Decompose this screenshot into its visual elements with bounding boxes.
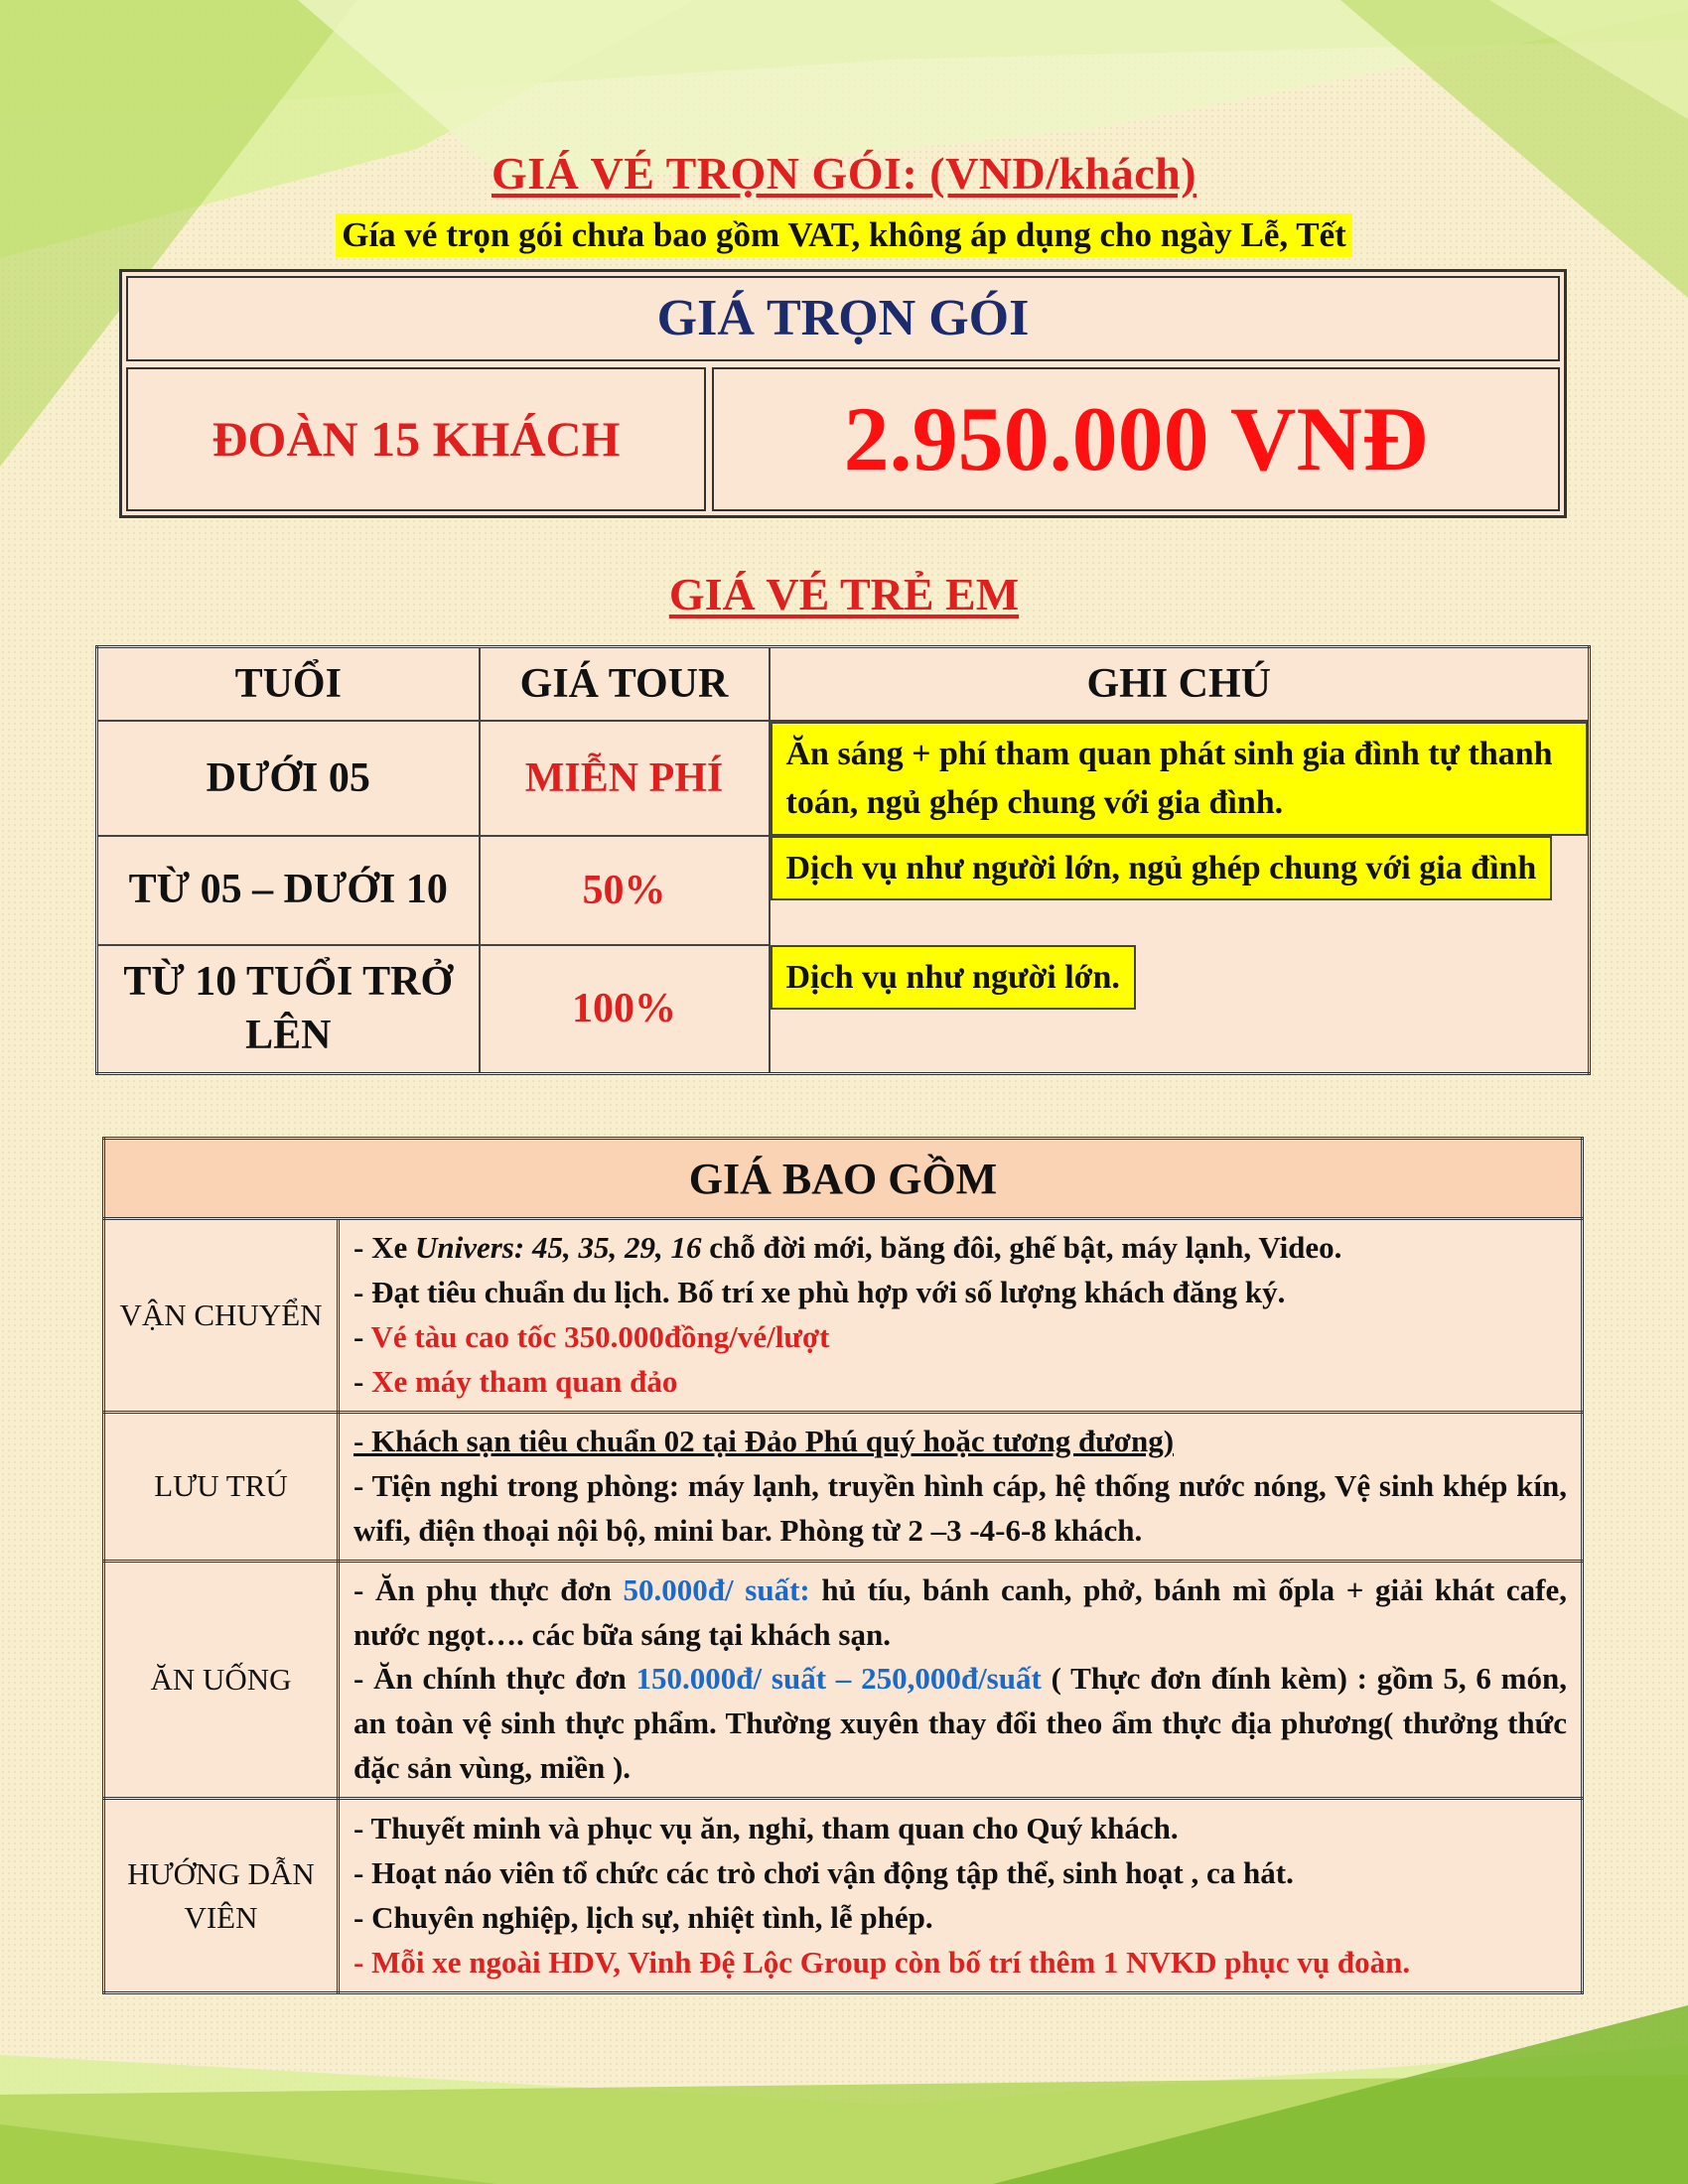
- transport-line-2: - Đạt tiêu chuẩn du lịch. Bố trí xe phù hợp với số lượng khách đăng ký.: [353, 1274, 1286, 1309]
- category-transport: VẬN CHUYỂN: [104, 1219, 339, 1413]
- table-row: [97, 836, 1590, 945]
- price-cell: MIỄN PHÍ: [480, 721, 770, 836]
- includes-header-row: [104, 1139, 1583, 1219]
- child-price-table: [95, 645, 1591, 1075]
- guide-line-4: - Mỗi xe ngoài HDV, Vinh Đệ Lộc Group còn bố trí thêm 1 NVKD phục vụ đoàn.: [353, 1944, 1411, 1979]
- stay-details: [339, 1412, 1583, 1561]
- package-group-size: ĐOÀN 15 KHÁCH: [126, 367, 706, 511]
- includes-row-transport: [104, 1219, 1583, 1413]
- includes-row-stay: [104, 1412, 1583, 1561]
- meals-line-2: - Ăn chính thực đơn 150.000đ/ suất – 250,000đ/suất ( Thực đơn đính kèm) : gồm 5, 6 món, an toàn vệ sinh thực phẩm. Thường xuyên thay đổi theo ẩm thực địa phương( thưởng thức đặc sản vùng, miền ).: [353, 1661, 1567, 1786]
- header-tour-price: GIÁ TOUR: [480, 647, 770, 722]
- header-notes: GHI CHÚ: [770, 647, 1590, 722]
- guide-line-2: - Hoạt náo viên tổ chức các trò chơi vận động tập thể, sinh hoạt , ca hát.: [353, 1854, 1294, 1890]
- transport-line-4: - Xe máy tham quan đảo: [353, 1363, 678, 1399]
- child-table-header-row: [97, 647, 1590, 722]
- package-price-box: [119, 269, 1567, 518]
- guide-line-3: - Chuyên nghiệp, lịch sự, nhiệt tình, lễ phép.: [353, 1899, 933, 1935]
- includes-row-meals: [104, 1561, 1583, 1799]
- includes-row-guide: [104, 1799, 1583, 1993]
- package-price: 2.950.000 VNĐ: [712, 367, 1560, 511]
- meals-details: [339, 1561, 1583, 1799]
- age-cell: TỪ 10 TUỔI TRỞ LÊN: [97, 945, 480, 1074]
- table-row: [97, 945, 1590, 1074]
- category-guide: HƯỚNG DẪN VIÊN: [104, 1799, 339, 1993]
- age-cell: TỪ 05 – DƯỚI 10: [97, 836, 480, 945]
- age-cell: DƯỚI 05: [97, 721, 480, 836]
- includes-table: [102, 1137, 1584, 1994]
- stay-line-1: - Khách sạn tiêu chuẩn 02 tại Đảo Phú quý hoặc tương đương): [353, 1423, 1175, 1458]
- vat-note-wrap: [0, 213, 1688, 257]
- package-heading: GIÁ TRỌN GÓI: [126, 276, 1560, 361]
- category-meals: ĂN UỐNG: [104, 1561, 339, 1799]
- transport-line-3: - Vé tàu cao tốc 350.000đồng/vé/lượt: [353, 1318, 830, 1354]
- table-row: [97, 721, 1590, 836]
- note-cell: Dịch vụ như người lớn, ngủ ghép chung với gia đình: [771, 836, 1553, 900]
- guide-details: [339, 1799, 1583, 1993]
- note-cell: Dịch vụ như người lớn.: [771, 945, 1136, 1010]
- category-stay: LƯU TRÚ: [104, 1412, 339, 1561]
- main-title: GIÁ VÉ TRỌN GÓI: (VND/khách): [491, 148, 1197, 199]
- note-cell: Ăn sáng + phí tham quan phát sinh gia đình tự thanh toán, ngủ ghép chung với gia đình.: [771, 722, 1589, 836]
- price-cell: 50%: [480, 836, 770, 945]
- vat-note: Gía vé trọn gói chưa bao gồm VAT, không áp dụng cho ngày Lễ, Tết: [336, 213, 1352, 257]
- meals-line-1: - Ăn phụ thực đơn 50.000đ/ suất: hủ tíu, bánh canh, phở, bánh mì ốpla + giải khát cafe, nước ngọt…. các bữa sáng tại khách sạn.: [353, 1571, 1567, 1652]
- guide-line-1: - Thuyết minh và phục vụ ăn, nghỉ, tham quan cho Quý khách.: [353, 1810, 1179, 1845]
- header-age: TUỔI: [97, 647, 480, 722]
- transport-line-1: - Xe Univers: 45, 35, 29, 16 chỗ đời mới, băng đôi, ghế bật, máy lạnh, Video.: [353, 1230, 1342, 1265]
- price-cell: 100%: [480, 945, 770, 1074]
- stay-line-2: - Tiện nghi trong phòng: máy lạnh, truyền hình cáp, hệ thống nước nóng, Vệ sinh khép kín, wifi, điện thoại nội bộ, mini bar. Phòng từ 2 –3 -4-6-8 khách.: [353, 1467, 1567, 1548]
- transport-details: [339, 1219, 1583, 1413]
- child-price-title: GIÁ VÉ TRẺ EM: [668, 569, 1020, 619]
- includes-title: GIÁ BAO GỒM: [104, 1139, 1583, 1219]
